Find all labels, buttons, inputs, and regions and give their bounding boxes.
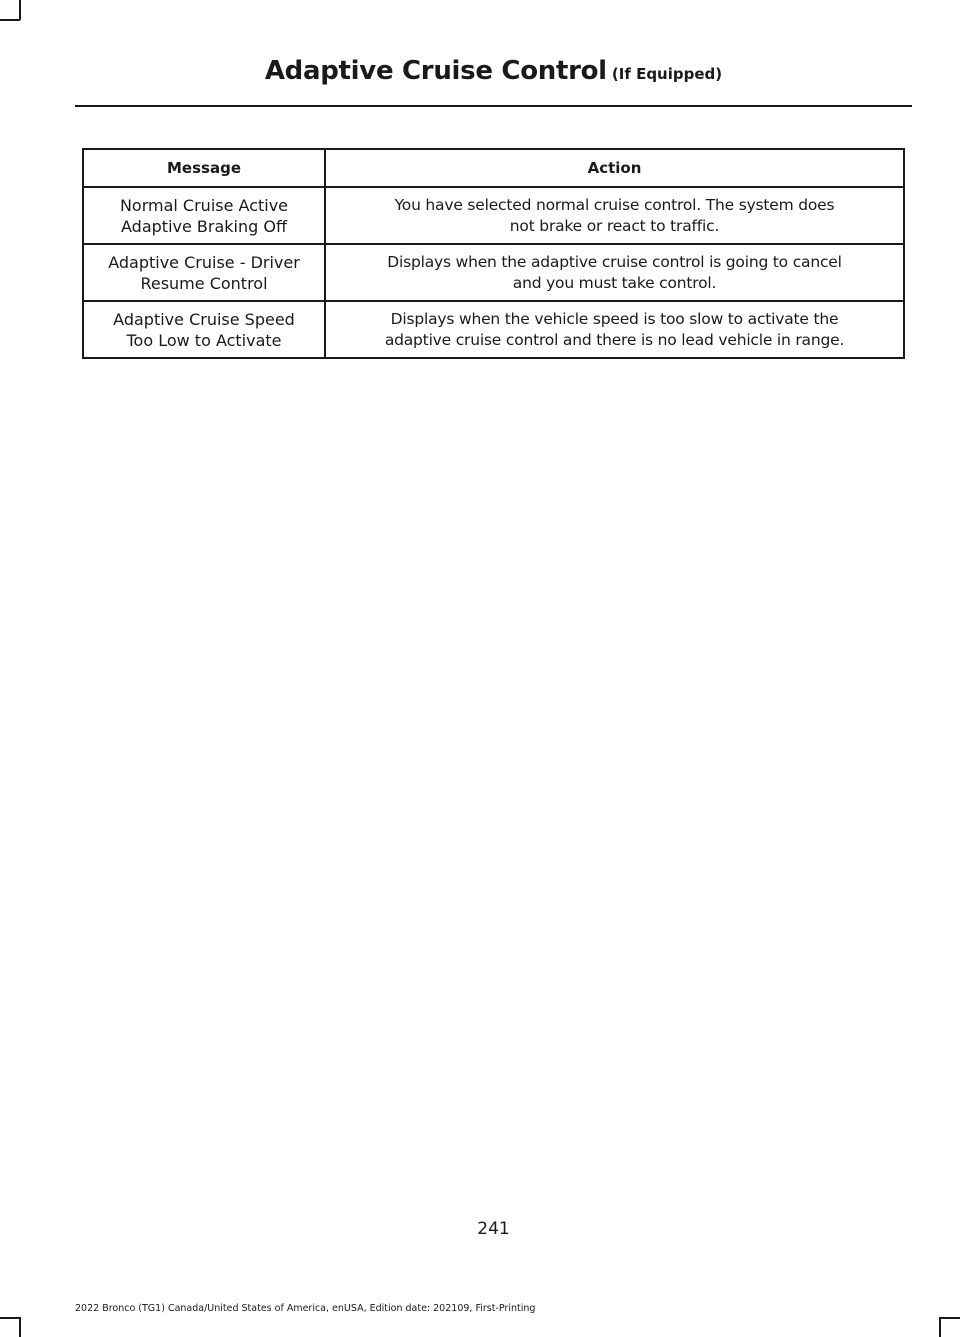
action-line: Displays when the adaptive cruise control is going to cancel — [387, 252, 842, 271]
page-title: Adaptive Cruise Control — [264, 56, 607, 86]
column-header-action: Action — [325, 149, 904, 187]
message-cell — [83, 244, 325, 301]
message-line: Resume Control — [140, 273, 268, 293]
action-line: adaptive cruise control and there is no lead vehicle in range. — [384, 330, 845, 349]
message-line: Adaptive Braking Off — [121, 216, 287, 236]
crop-mark-bottom-right-horizontal — [940, 1317, 960, 1319]
table-header-row — [83, 149, 904, 187]
action-line: Displays when the vehicle speed is too slow to activate the — [390, 309, 839, 328]
action-line: and you must take control. — [512, 273, 717, 292]
page-number: 241 — [477, 1219, 510, 1239]
crop-mark-top-left — [19, 0, 21, 20]
action-cell — [325, 244, 904, 301]
action-cell — [325, 187, 904, 244]
action-line: You have selected normal cruise control. The system does — [394, 195, 835, 214]
table-row — [83, 301, 904, 358]
crop-mark-bottom-left-horizontal — [0, 1317, 20, 1319]
column-header-message: Message — [83, 149, 325, 187]
table-row — [83, 187, 904, 244]
message-line: Adaptive Cruise - Driver — [108, 252, 300, 272]
message-line: Adaptive Cruise Speed — [113, 309, 295, 329]
message-cell — [83, 301, 325, 358]
message-cell — [83, 187, 325, 244]
page-title-qualifier: (If Equipped) — [611, 65, 723, 83]
crop-mark-top-left-horizontal — [0, 19, 20, 21]
header-divider — [75, 105, 912, 107]
table-row — [83, 244, 904, 301]
action-cell — [325, 301, 904, 358]
message-line: Normal Cruise Active — [119, 195, 289, 215]
edition-footer: 2022 Bronco (TG1) Canada/United States of America, enUSA, Edition date: 202109, First-Printing — [75, 1303, 536, 1314]
crop-mark-bottom-left — [19, 1317, 21, 1337]
message-line: Too Low to Activate — [126, 330, 282, 350]
message-action-table — [82, 148, 905, 359]
action-line: not brake or react to traffic. — [509, 216, 720, 235]
crop-mark-bottom-right — [939, 1317, 941, 1337]
page-header — [75, 56, 912, 86]
